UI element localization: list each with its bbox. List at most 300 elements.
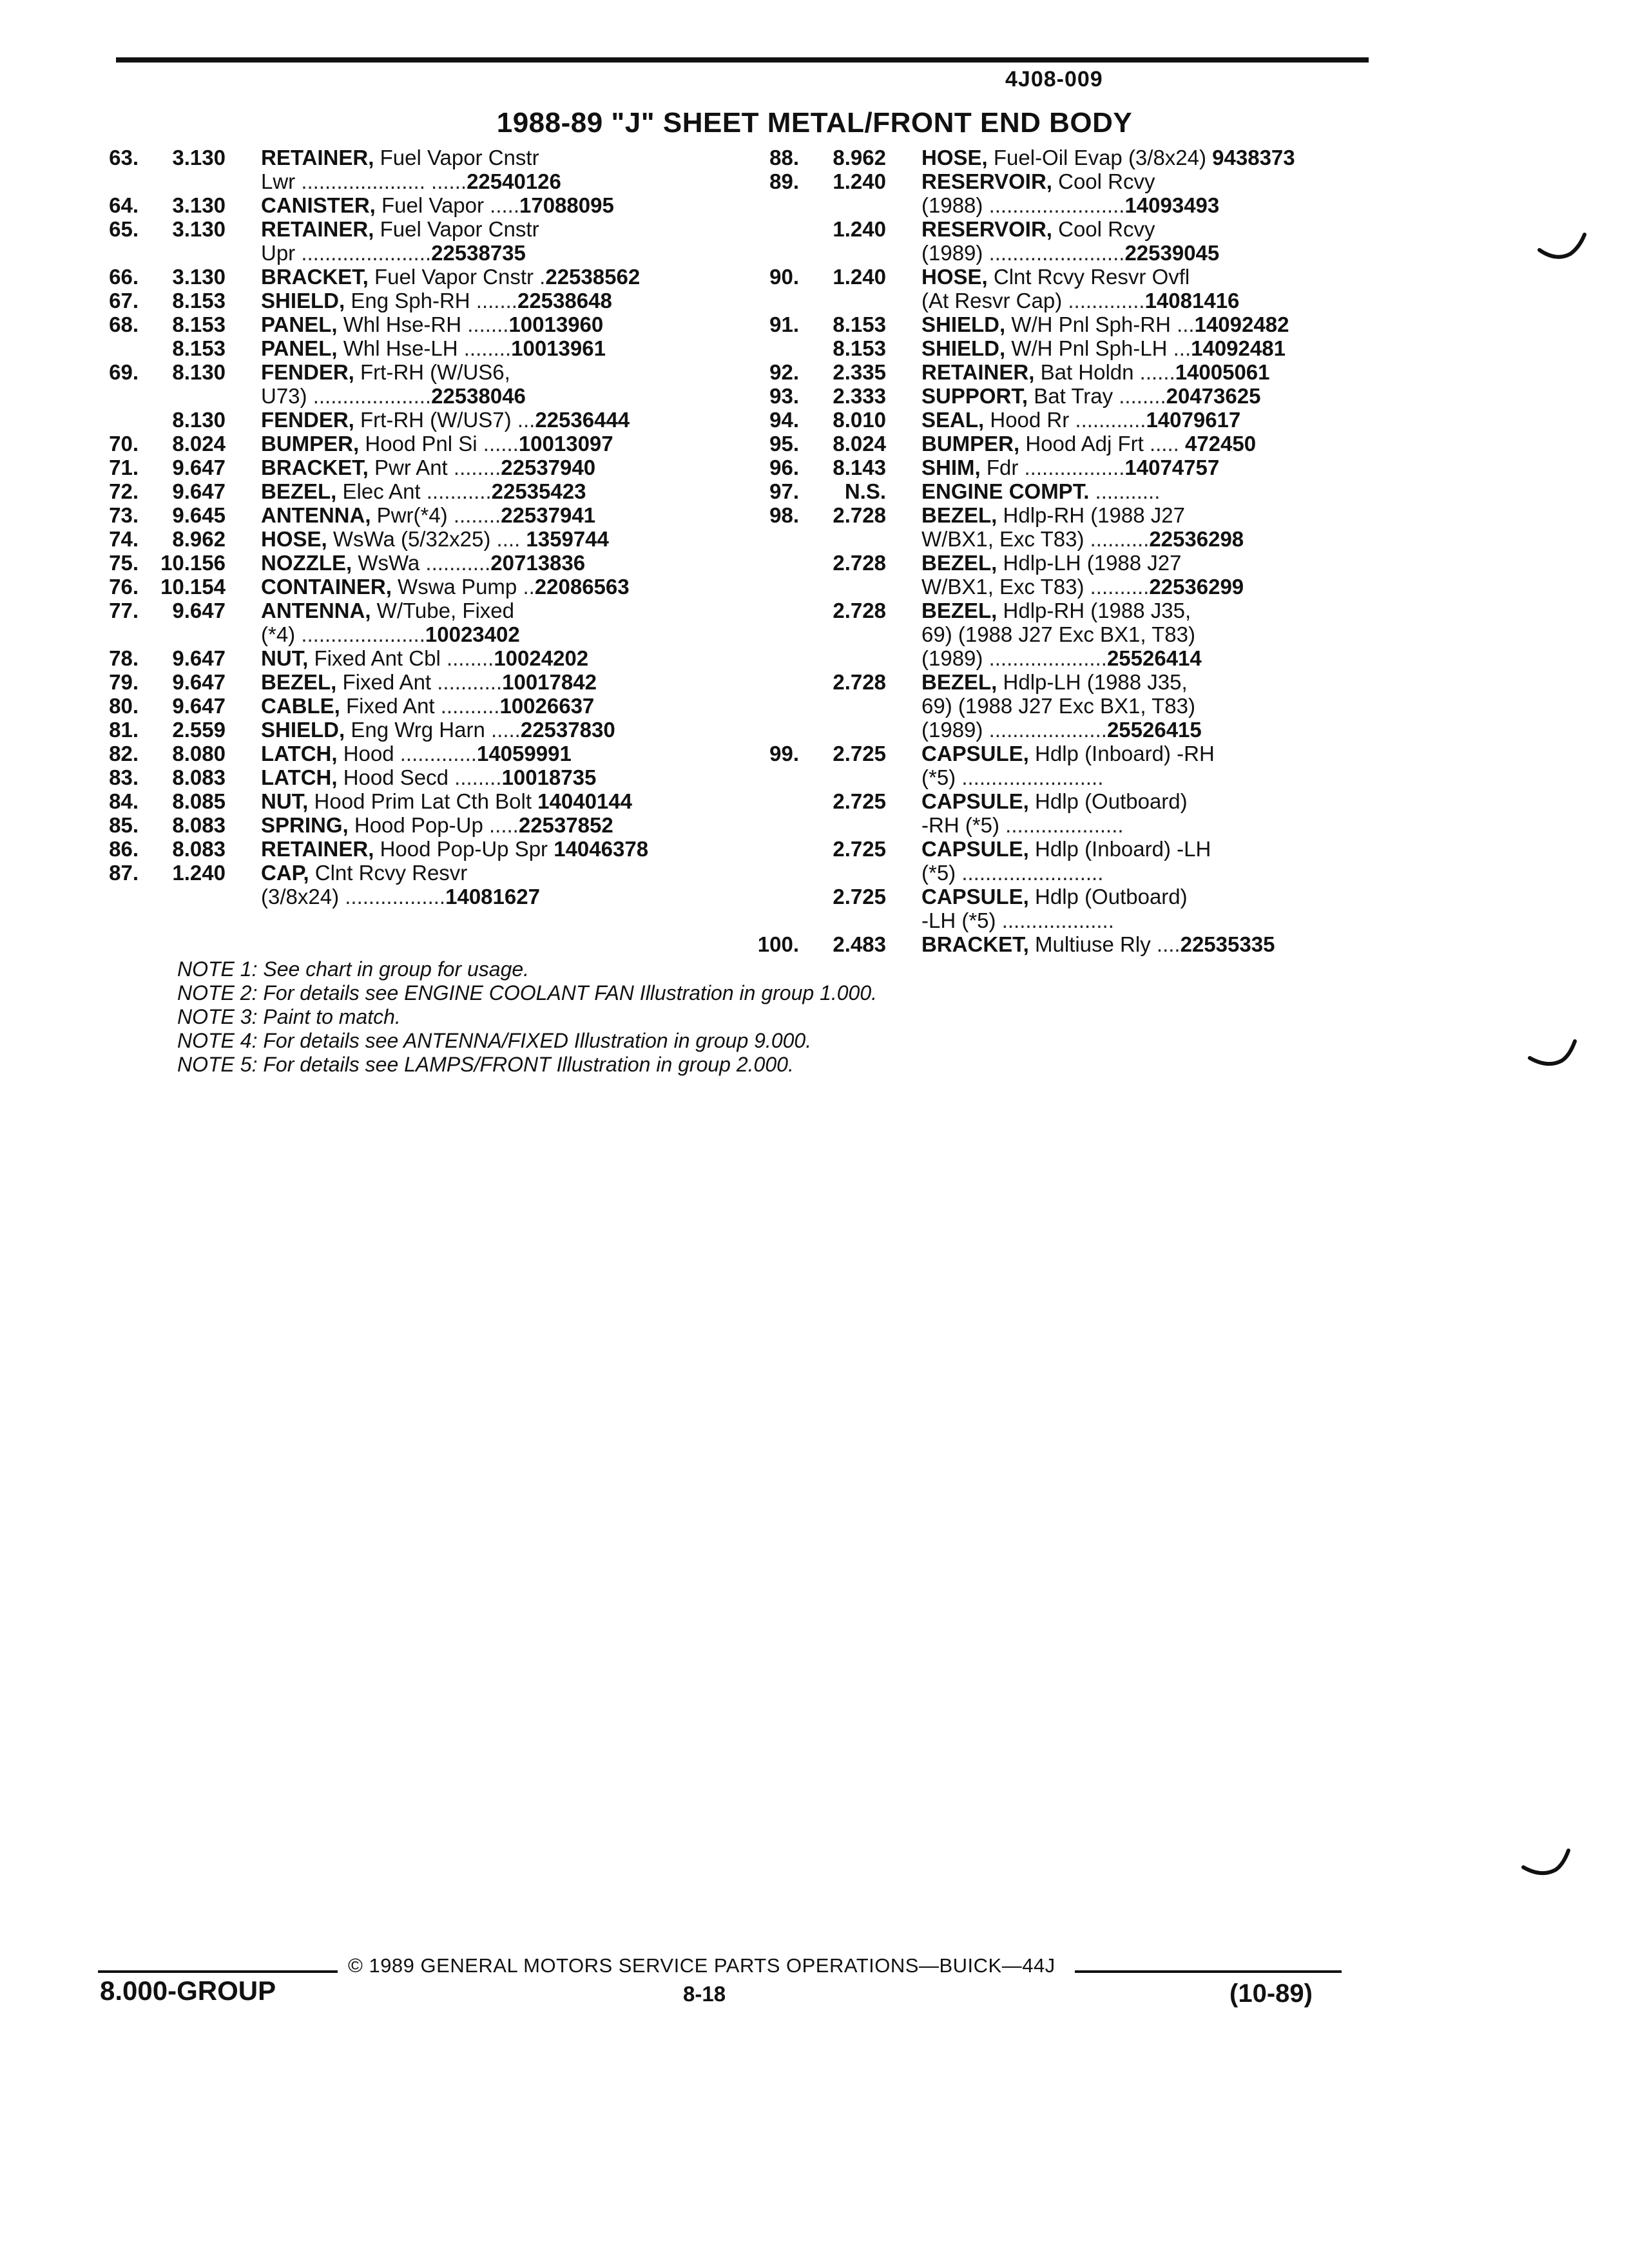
- leader-dots: ........................: [961, 861, 1104, 885]
- group-number: 2.725: [833, 742, 886, 765]
- leader-dots: ......................: [301, 241, 432, 265]
- part-detail: Hood Pop-Up: [348, 813, 489, 837]
- part-detail: Whl Hse-RH: [337, 312, 468, 336]
- leader-dots: ...........: [425, 551, 491, 575]
- part-detail: Whl Hse-LH: [337, 336, 464, 360]
- parts-row: [738, 908, 1389, 932]
- part-description: [261, 670, 741, 694]
- parts-row: [738, 169, 1389, 193]
- footer-group: 8.000-GROUP: [100, 1975, 276, 2006]
- part-detail: Hdlp-RH (1988 J35,: [997, 599, 1191, 622]
- part-description: [921, 408, 1389, 432]
- group-number: 8.153: [172, 336, 226, 360]
- group-number: 9.647: [172, 646, 226, 670]
- part-detail: Hdlp (Inboard) -RH: [1028, 742, 1215, 765]
- part-description: [921, 360, 1389, 384]
- part-description: [261, 336, 741, 360]
- group-number: 9.647: [172, 456, 226, 479]
- part-description: [261, 432, 741, 456]
- part-detail: Bat Holdn: [1034, 360, 1140, 384]
- parts-row: [77, 646, 728, 670]
- parts-row: [77, 837, 728, 861]
- part-number: 14079617: [1146, 408, 1241, 432]
- parts-row: [738, 670, 1389, 694]
- parts-row: [738, 456, 1389, 479]
- group-number: 8.153: [833, 336, 886, 360]
- part-description: [261, 479, 741, 503]
- group-number: 3.130: [172, 265, 226, 289]
- leader-dots: .............: [400, 742, 477, 765]
- parts-row: [738, 575, 1389, 599]
- ref-number: 97.: [769, 479, 799, 503]
- part-name: BEZEL,: [921, 599, 998, 622]
- part-detail: Hood Rr: [984, 408, 1075, 432]
- note-line: NOTE 3: Paint to match.: [177, 1005, 401, 1028]
- leader-dots: ....................: [988, 718, 1107, 742]
- part-detail: Hdlp-LH (1988 J27: [997, 551, 1182, 575]
- parts-column-right: [738, 146, 1389, 956]
- parts-row: [738, 312, 1389, 336]
- group-number: 8.130: [172, 360, 226, 384]
- part-description: [261, 789, 741, 813]
- leader-dots: ........................: [961, 765, 1104, 789]
- part-description: [921, 551, 1389, 575]
- leader-dots: ...: [1177, 312, 1195, 336]
- part-description: [261, 169, 741, 193]
- part-name: LATCH,: [261, 742, 338, 765]
- leader-dots: ....................: [1005, 813, 1124, 837]
- group-number: 2.725: [833, 789, 886, 813]
- group-number: 8.153: [833, 312, 886, 336]
- part-detail: (1989): [921, 646, 989, 670]
- part-detail: Cool Rcvy: [1052, 217, 1155, 241]
- part-detail: W/H Pnl Sph-RH: [1005, 312, 1177, 336]
- part-detail: (*4): [261, 622, 302, 646]
- group-number: 2.559: [172, 718, 226, 742]
- part-number: 14092482: [1194, 312, 1289, 336]
- part-name: SEAL,: [921, 408, 985, 432]
- part-description: [261, 527, 741, 551]
- document-code: 4J08-009: [1005, 67, 1103, 91]
- group-number: 8.080: [172, 742, 226, 765]
- part-name: BRACKET,: [921, 932, 1029, 956]
- group-number: 2.725: [833, 885, 886, 908]
- leader-dots: ...........: [426, 479, 492, 503]
- leader-dots: ...: [1173, 336, 1191, 360]
- part-description: [261, 384, 741, 408]
- leader-dots: ..................... ......: [301, 169, 467, 193]
- part-detail: Wswa Pump: [391, 575, 523, 599]
- ref-number: 77.: [109, 599, 139, 622]
- part-detail: (At Resvr Cap): [921, 289, 1068, 312]
- group-number: 9.647: [172, 479, 226, 503]
- group-number: 1.240: [833, 265, 886, 289]
- part-detail: Hdlp-LH (1988 J35,: [997, 670, 1188, 694]
- leader-dots: ........: [1119, 384, 1166, 408]
- check-mark-icon: [1521, 1848, 1572, 1880]
- parts-row: [77, 408, 728, 432]
- part-description: [921, 765, 1389, 789]
- ref-number: 64.: [109, 193, 139, 217]
- part-detail: Upr: [261, 241, 302, 265]
- part-detail: Hood: [337, 742, 400, 765]
- parts-row: [738, 742, 1389, 765]
- ref-number: 83.: [109, 765, 139, 789]
- part-name: PANEL,: [261, 312, 338, 336]
- part-description: [921, 336, 1389, 360]
- part-description: [921, 599, 1389, 622]
- part-name: CANISTER,: [261, 193, 376, 217]
- leader-dots: .......: [476, 289, 517, 312]
- part-name: BUMPER,: [921, 432, 1020, 456]
- part-name: HOSE,: [261, 527, 327, 551]
- part-detail: Elec Ant: [336, 479, 427, 503]
- parts-row: [738, 813, 1389, 837]
- part-number: 10023402: [425, 622, 520, 646]
- group-number: 1.240: [833, 169, 886, 193]
- parts-row: [738, 265, 1389, 289]
- ref-number: 90.: [769, 265, 799, 289]
- part-detail: Hood Prim Lat Cth Bolt: [308, 789, 538, 813]
- ref-number: 69.: [109, 360, 139, 384]
- footer-page-number: 8-18: [683, 1982, 726, 2006]
- parts-row: [738, 718, 1389, 742]
- ref-number: 86.: [109, 837, 139, 861]
- ref-number: 68.: [109, 312, 139, 336]
- part-number: 22537940: [501, 456, 596, 479]
- part-detail: (1989): [921, 718, 989, 742]
- parts-row: [77, 885, 728, 908]
- leader-dots: ....: [1156, 932, 1181, 956]
- part-description: [261, 837, 741, 861]
- part-number: 22535423: [491, 479, 586, 503]
- part-description: [261, 813, 741, 837]
- parts-row: [77, 479, 728, 503]
- part-detail: 69) (1988 J27 Exc BX1, T83): [921, 622, 1195, 646]
- part-detail: Pwr(*4): [371, 503, 454, 527]
- leader-dots: .....: [1149, 432, 1179, 456]
- parts-row: [77, 527, 728, 551]
- note-line: NOTE 2: For details see ENGINE COOLANT FAN Illustration in group 1.000.: [177, 981, 878, 1004]
- part-description: [921, 646, 1389, 670]
- leader-dots: ..: [523, 575, 535, 599]
- part-name: SHIELD,: [921, 336, 1006, 360]
- part-number: 10018735: [501, 765, 597, 789]
- part-description: [921, 146, 1389, 169]
- page-title: 1988-89 "J" SHEET METAL/FRONT END BODY: [496, 107, 1133, 139]
- ref-number: 96.: [769, 456, 799, 479]
- leader-dots: .....: [491, 718, 521, 742]
- leader-dots: ....................: [988, 646, 1107, 670]
- part-detail: Cool Rcvy: [1052, 169, 1155, 193]
- ref-number: 87.: [109, 861, 139, 885]
- parts-row: [77, 265, 728, 289]
- footer-rule-right: [1075, 1970, 1342, 1973]
- parts-row: [77, 575, 728, 599]
- group-number: 9.647: [172, 599, 226, 622]
- leader-dots: .......................: [988, 193, 1125, 217]
- part-detail: Eng Wrg Harn: [345, 718, 491, 742]
- part-description: [261, 146, 741, 169]
- part-name: SUPPORT,: [921, 384, 1028, 408]
- group-number: 1.240: [833, 217, 886, 241]
- part-name: CAPSULE,: [921, 789, 1029, 813]
- part-name: BRACKET,: [261, 456, 369, 479]
- group-number: 10.154: [160, 575, 226, 599]
- part-description: [921, 789, 1389, 813]
- ref-number: 73.: [109, 503, 139, 527]
- leader-dots: ..........: [440, 694, 500, 718]
- part-detail: (1989): [921, 241, 989, 265]
- part-description: [921, 193, 1389, 217]
- part-number: 20713836: [490, 551, 586, 575]
- part-detail: Clnt Rcvy Resvr: [309, 861, 468, 885]
- part-description: [261, 599, 741, 622]
- part-detail: Frt-RH (W/US6,: [354, 360, 510, 384]
- ref-number: 76.: [109, 575, 139, 599]
- part-name: BEZEL,: [261, 479, 337, 503]
- part-number: 1359744: [520, 527, 609, 551]
- part-number: 14081627: [445, 885, 540, 908]
- note-line: NOTE 4: For details see ANTENNA/FIXED Illustration in group 9.000.: [177, 1029, 812, 1052]
- parts-row: [738, 837, 1389, 861]
- ref-number: 82.: [109, 742, 139, 765]
- part-detail: W/Tube, Fixed: [371, 599, 515, 622]
- part-description: [921, 241, 1389, 265]
- part-description: [261, 718, 741, 742]
- part-name: FENDER,: [261, 360, 354, 384]
- parts-row: [738, 551, 1389, 575]
- ref-number: 91.: [769, 312, 799, 336]
- parts-row: [77, 241, 728, 265]
- parts-row: [77, 551, 728, 575]
- part-description: [921, 813, 1389, 837]
- part-detail: Fixed Ant Cbl: [308, 646, 447, 670]
- part-number: 14092481: [1191, 336, 1286, 360]
- part-name: CAPSULE,: [921, 885, 1029, 908]
- group-number: 8.083: [172, 765, 226, 789]
- ref-number: 94.: [769, 408, 799, 432]
- part-detail: Eng Sph-RH: [345, 289, 476, 312]
- parts-row: [738, 765, 1389, 789]
- parts-row: [738, 622, 1389, 646]
- part-name: RETAINER,: [261, 146, 374, 169]
- ref-number: 98.: [769, 503, 799, 527]
- group-number: 8.083: [172, 837, 226, 861]
- part-description: [921, 456, 1389, 479]
- part-description: [261, 289, 741, 312]
- part-detail: W/BX1, Exc T83): [921, 527, 1090, 551]
- part-name: NOZZLE,: [261, 551, 352, 575]
- part-name: RETAINER,: [261, 837, 374, 861]
- part-detail: Fuel Vapor Cnstr: [374, 146, 539, 169]
- part-detail: WsWa (5/32x25): [327, 527, 497, 551]
- parts-row: [77, 336, 728, 360]
- part-name: SHIELD,: [921, 312, 1006, 336]
- part-number: 22537830: [520, 718, 615, 742]
- part-description: [261, 885, 741, 908]
- group-number: 9.647: [172, 670, 226, 694]
- part-description: [921, 861, 1389, 885]
- part-description: [921, 217, 1389, 241]
- part-description: [261, 312, 741, 336]
- parts-row: [738, 527, 1389, 551]
- parts-row: [738, 479, 1389, 503]
- part-description: [921, 265, 1389, 289]
- part-description: [921, 575, 1389, 599]
- part-detail: Hood Adj Frt: [1019, 432, 1150, 456]
- part-description: [261, 408, 741, 432]
- part-name: SPRING,: [261, 813, 349, 837]
- part-number: 10013960: [508, 312, 604, 336]
- part-description: [261, 646, 741, 670]
- part-name: CONTAINER,: [261, 575, 392, 599]
- leader-dots: ............: [1075, 408, 1146, 432]
- part-name: BEZEL,: [921, 503, 998, 527]
- leader-dots: .....: [490, 193, 519, 217]
- group-number: 2.483: [833, 932, 886, 956]
- part-name: SHIELD,: [261, 289, 345, 312]
- parts-row: [738, 885, 1389, 908]
- top-rule: [116, 57, 1369, 62]
- group-number: 8.153: [172, 289, 226, 312]
- part-detail: Fuel Vapor Cnstr: [374, 217, 539, 241]
- parts-row: [738, 408, 1389, 432]
- group-number: 9.645: [172, 503, 226, 527]
- part-description: [261, 193, 741, 217]
- group-number: N.S.: [844, 479, 886, 503]
- ref-number: 100.: [757, 932, 799, 956]
- parts-row: [77, 789, 728, 813]
- part-number: 14074757: [1124, 456, 1220, 479]
- ref-number: 81.: [109, 718, 139, 742]
- ref-number: 71.: [109, 456, 139, 479]
- part-description: [921, 718, 1389, 742]
- part-description: [921, 169, 1389, 193]
- ref-number: 66.: [109, 265, 139, 289]
- part-number: 22538648: [517, 289, 612, 312]
- leader-dots: ..........: [1090, 575, 1150, 599]
- part-detail: Fuel Vapor Cnstr: [368, 265, 540, 289]
- group-number: 8.962: [172, 527, 226, 551]
- part-number: 10013961: [511, 336, 606, 360]
- parts-row: [738, 384, 1389, 408]
- part-name: RESERVOIR,: [921, 169, 1052, 193]
- part-number: 14059991: [476, 742, 572, 765]
- parts-row: [77, 360, 728, 384]
- ref-number: 75.: [109, 551, 139, 575]
- ref-number: 84.: [109, 789, 139, 813]
- part-name: ANTENNA,: [261, 503, 371, 527]
- part-name: RETAINER,: [261, 217, 374, 241]
- check-mark-icon: [1537, 232, 1588, 264]
- part-description: [261, 861, 741, 885]
- parts-row: [738, 932, 1389, 956]
- part-detail: Fdr: [980, 456, 1025, 479]
- group-number: 8.024: [833, 432, 886, 456]
- leader-dots: ...: [517, 408, 535, 432]
- part-detail: Hdlp (Outboard): [1028, 789, 1188, 813]
- leader-dots: ..........: [1090, 527, 1150, 551]
- part-name: FENDER,: [261, 408, 354, 432]
- part-name: HOSE,: [921, 265, 988, 289]
- part-detail: Clnt Rcvy Resvr Ovfl: [987, 265, 1190, 289]
- ref-number: 80.: [109, 694, 139, 718]
- leader-dots: .................: [1024, 456, 1125, 479]
- part-description: [921, 384, 1389, 408]
- part-detail: (*5): [921, 765, 962, 789]
- part-detail: W/BX1, Exc T83): [921, 575, 1090, 599]
- part-description: [261, 694, 741, 718]
- parts-row: [738, 646, 1389, 670]
- leader-dots: .................: [345, 885, 446, 908]
- ref-number: 72.: [109, 479, 139, 503]
- group-number: 3.130: [172, 217, 226, 241]
- parts-row: [77, 813, 728, 837]
- ref-number: 93.: [769, 384, 799, 408]
- part-name: BEZEL,: [261, 670, 337, 694]
- leader-dots: ........: [453, 456, 501, 479]
- part-number: 14081416: [1144, 289, 1240, 312]
- ref-number: 89.: [769, 169, 799, 193]
- parts-row: [738, 503, 1389, 527]
- leader-dots: ......: [1139, 360, 1175, 384]
- group-number: 8.153: [172, 312, 226, 336]
- part-detail: Hood Secd: [337, 765, 455, 789]
- part-detail: Pwr Ant: [368, 456, 454, 479]
- group-number: 2.728: [833, 551, 886, 575]
- part-number: 22539045: [1124, 241, 1220, 265]
- parts-row: [77, 694, 728, 718]
- part-number: 14093493: [1124, 193, 1220, 217]
- part-description: [921, 837, 1389, 861]
- part-detail: Fixed Ant: [336, 670, 438, 694]
- part-detail: -RH (*5): [921, 813, 1006, 837]
- part-name: RETAINER,: [921, 360, 1035, 384]
- part-detail: U73): [261, 384, 313, 408]
- part-description: [921, 694, 1389, 718]
- part-description: [261, 241, 741, 265]
- leader-dots: ........: [454, 765, 502, 789]
- ref-number: 67.: [109, 289, 139, 312]
- leader-dots: ........: [463, 336, 512, 360]
- group-number: 2.728: [833, 599, 886, 622]
- part-number: 22538046: [431, 384, 526, 408]
- group-number: 8.085: [172, 789, 226, 813]
- part-number: 22537941: [501, 503, 596, 527]
- part-description: [921, 622, 1389, 646]
- note-line: NOTE 1: See chart in group for usage.: [177, 957, 530, 981]
- ref-number: 92.: [769, 360, 799, 384]
- part-name: PANEL,: [261, 336, 338, 360]
- group-number: 3.130: [172, 193, 226, 217]
- leader-dots: ....................: [313, 384, 432, 408]
- group-number: 8.083: [172, 813, 226, 837]
- group-number: 2.728: [833, 670, 886, 694]
- parts-row: [738, 694, 1389, 718]
- part-name: LATCH,: [261, 765, 338, 789]
- part-number: 22086563: [534, 575, 630, 599]
- part-name: CAP,: [261, 861, 309, 885]
- leader-dots: .......: [467, 312, 509, 336]
- part-description: [921, 670, 1389, 694]
- part-name: SHIELD,: [261, 718, 345, 742]
- leader-dots: ........: [446, 646, 494, 670]
- parts-row: [77, 742, 728, 765]
- part-number: 22536444: [535, 408, 630, 432]
- group-number: 1.240: [172, 861, 226, 885]
- part-detail: Fixed Ant: [340, 694, 441, 718]
